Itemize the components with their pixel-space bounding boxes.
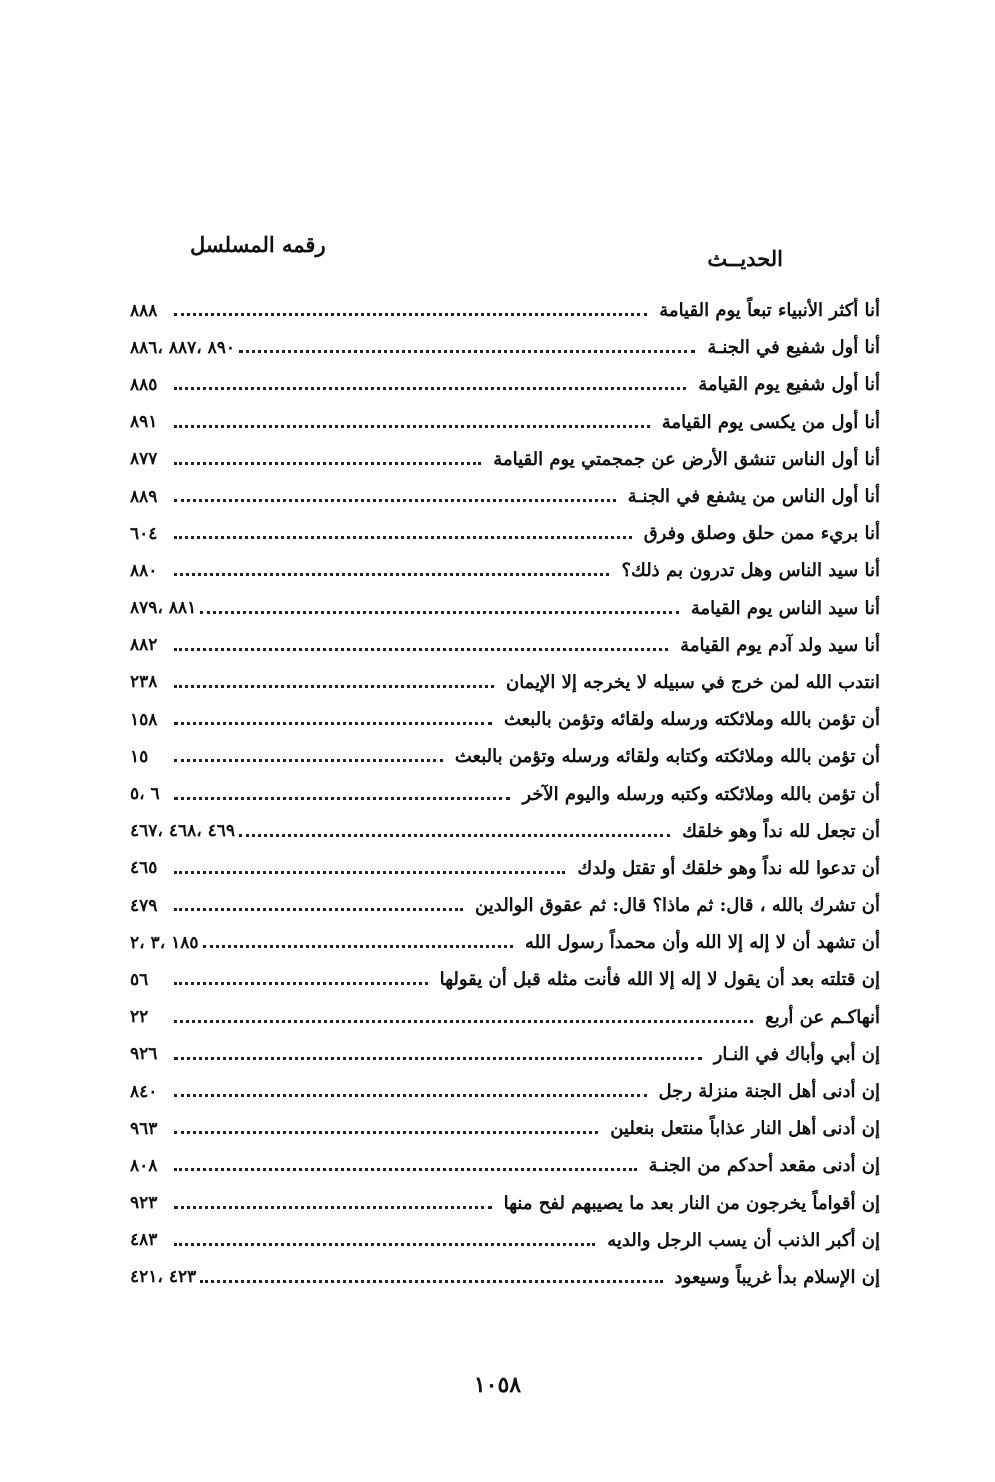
hadith-text: إن أدنى أهل الجنة منزلة رجل: [658, 1081, 880, 1103]
index-entry: [130, 478, 880, 515]
serial-number: ٨٨٢: [130, 635, 158, 656]
serial-number: ٨٨٥: [130, 374, 158, 395]
index-entry: [130, 404, 880, 441]
hadith-text: أن تؤمن بالله وملائكته ورسله ولقائه وتؤمن بالبعث: [503, 709, 880, 731]
serial-number: ٩٢٦: [130, 1044, 158, 1065]
serial-number: ٤٦٩ ،٤٦٨ ،٤٦٧: [130, 821, 236, 842]
dot-leader: [174, 1057, 702, 1060]
index-entry: [130, 999, 880, 1036]
index-entry: [130, 813, 880, 850]
hadith-text: أن تؤمن بالله وملائكته وكتابه ولقائه ورسله وتؤمن بالبعث: [454, 746, 880, 768]
dot-leader: [174, 797, 510, 800]
dot-leader: [174, 387, 686, 390]
index-entry: [130, 701, 880, 738]
hadith-text: إن أقواماً يخرجون من النار بعد ما يصيبهم لفح منها: [503, 1192, 880, 1214]
hadith-text: إن الإسلام بدأ غريباً وسيعود: [674, 1266, 880, 1288]
dot-leader: [174, 1020, 753, 1023]
dot-leader: [174, 573, 609, 576]
index-entry: [130, 887, 880, 924]
hadith-text: إن أكبر الذنب أن يسب الرجل والديه: [607, 1229, 880, 1251]
dot-leader: [174, 425, 650, 428]
serial-number: ١٥٨: [130, 709, 158, 730]
index-entry: [130, 366, 880, 403]
dot-leader: [203, 945, 514, 948]
hadith-text: أنهاكـم عن أربع: [765, 1006, 880, 1028]
dot-leader: [200, 1280, 662, 1283]
hadith-text: أن تشرك بالله ، قال: ثم ماذا؟ قال: ثم عقوق الوالدين: [475, 895, 880, 917]
index-entry: [130, 850, 880, 887]
hadith-text: أنا أول شفيع في الجنـة: [707, 337, 880, 359]
serial-number: ٢٢: [130, 1007, 149, 1028]
index-entry: [130, 664, 880, 701]
index-entry: [130, 329, 880, 366]
serial-number: ٩٢٣: [130, 1193, 158, 1214]
hadith-text: إن أدنى أهل النار عذاباً منتعل بنعلين: [610, 1118, 880, 1140]
serial-number: ٨٧٧: [130, 449, 158, 470]
hadith-text: أنا سيد الناس يوم القيامة: [690, 597, 880, 619]
serial-number: ٩٦٣: [130, 1118, 158, 1139]
serial-number: ٨٩١: [130, 412, 158, 433]
serial-number: ٤٨٣: [130, 1230, 158, 1251]
index-entry: [130, 441, 880, 478]
dot-leader: [174, 1206, 492, 1209]
dot-leader: [174, 648, 668, 651]
dot-leader: [174, 871, 565, 874]
hadith-text: أن تشهد أن لا إله إلا الله وأن محمداً رسول الله: [525, 932, 880, 954]
dot-leader: [239, 350, 695, 353]
hadith-column-label: الحديــث: [707, 246, 783, 271]
hadith-text: إن قتلته بعد أن يقول لا إله إلا الله فأنت مثله قبل أن يقولها: [439, 969, 880, 991]
dot-leader: [174, 685, 494, 688]
hadith-text: إن أبي وأباك في النـار: [713, 1043, 880, 1065]
index-entry: [130, 292, 880, 329]
serial-number: ٨٨٩: [130, 486, 158, 507]
serial-number-column-label: رقمه المسلسل: [190, 232, 326, 257]
serial-number: ٨٨٨: [130, 300, 158, 321]
hadith-text: أنا أول شفيع يوم القيامة: [698, 374, 880, 396]
serial-number: ١٥: [130, 746, 149, 767]
serial-number: ٦ ،٥: [130, 784, 160, 805]
dot-leader: [174, 1168, 637, 1171]
hadith-text: أنا سيد الناس وهل تدرون بم ذلك؟: [621, 560, 880, 582]
serial-number: ٨٨٠: [130, 560, 158, 581]
dot-leader: [174, 1094, 647, 1097]
dot-leader: [200, 611, 679, 614]
index-entry: [130, 1110, 880, 1147]
hadith-text: أن تدعوا لله نداً وهو خلقك أو تقتل ولدك: [577, 857, 880, 879]
hadith-text: إن أدنى مقعد أحدكم من الجنـة: [648, 1155, 880, 1177]
dot-leader: [174, 982, 428, 985]
dot-leader: [174, 1243, 595, 1246]
hadith-text: أنا أول الناس تنشق الأرض عن جمجمتي يوم القيامة: [493, 448, 880, 470]
dot-leader: [174, 759, 443, 762]
serial-number: ٥٦: [130, 969, 149, 990]
serial-number: ٨٠٨: [130, 1155, 158, 1176]
hadith-text: أنا أول من يكسى يوم القيامة: [661, 411, 880, 433]
hadith-index-list: [130, 292, 880, 1296]
dot-leader: [174, 499, 616, 502]
index-entry: [130, 1147, 880, 1184]
hadith-text: أن تؤمن بالله وملائكته وكتبه ورسله واليوم الآخر: [522, 783, 880, 805]
hadith-text: أنا أول الناس من يشفع في الجنـة: [627, 486, 880, 508]
dot-leader: [174, 536, 632, 539]
index-entry: [130, 1073, 880, 1110]
serial-number: ٨٩٠ ،٨٨٧ ،٨٨٦: [130, 337, 236, 358]
hadith-text: أنا سيد ولد آدم يوم القيامة: [680, 634, 880, 656]
dot-leader: [174, 462, 481, 465]
index-entry: [130, 1036, 880, 1073]
serial-number: ٤٧٩: [130, 895, 158, 916]
index-entry: [130, 1259, 880, 1296]
index-entry: [130, 1185, 880, 1222]
dot-leader: [174, 908, 463, 911]
serial-number: ٨٤٠: [130, 1081, 158, 1102]
serial-number: ١٨٥ ،٣ ،٢: [130, 932, 199, 953]
serial-number: ٦٠٤: [130, 523, 158, 544]
hadith-text: أن تجعل لله نداً وهو خلقك: [682, 820, 880, 842]
dot-leader: [174, 313, 647, 316]
index-entry: [130, 961, 880, 998]
index-entry: [130, 738, 880, 775]
hadith-text: أنا بريء ممن حلق وصلق وفرق: [643, 523, 880, 545]
index-entry: [130, 924, 880, 961]
dot-leader: [174, 1131, 598, 1134]
index-entry: [130, 627, 880, 664]
serial-number: ٤٦٥: [130, 858, 158, 879]
column-headers: [0, 232, 995, 272]
serial-number: ٨٨١ ،٨٧٩: [130, 598, 197, 619]
dot-leader: [239, 834, 670, 837]
index-entry: [130, 590, 880, 627]
dot-leader: [174, 722, 492, 725]
page-number: ١٠٥٨: [473, 1372, 522, 1398]
serial-number: ٤٢٣ ،٤٢١: [130, 1267, 197, 1288]
index-entry: [130, 1222, 880, 1259]
index-entry: [130, 552, 880, 589]
hadith-text: انتدب الله لمن خرج في سبيله لا يخرجه إلا الإيمان: [505, 671, 880, 693]
serial-number: ٢٣٨: [130, 672, 158, 693]
index-entry: [130, 515, 880, 552]
index-entry: [130, 775, 880, 812]
hadith-text: أنا أكثر الأنبياء تبعاً يوم القيامة: [659, 300, 880, 322]
